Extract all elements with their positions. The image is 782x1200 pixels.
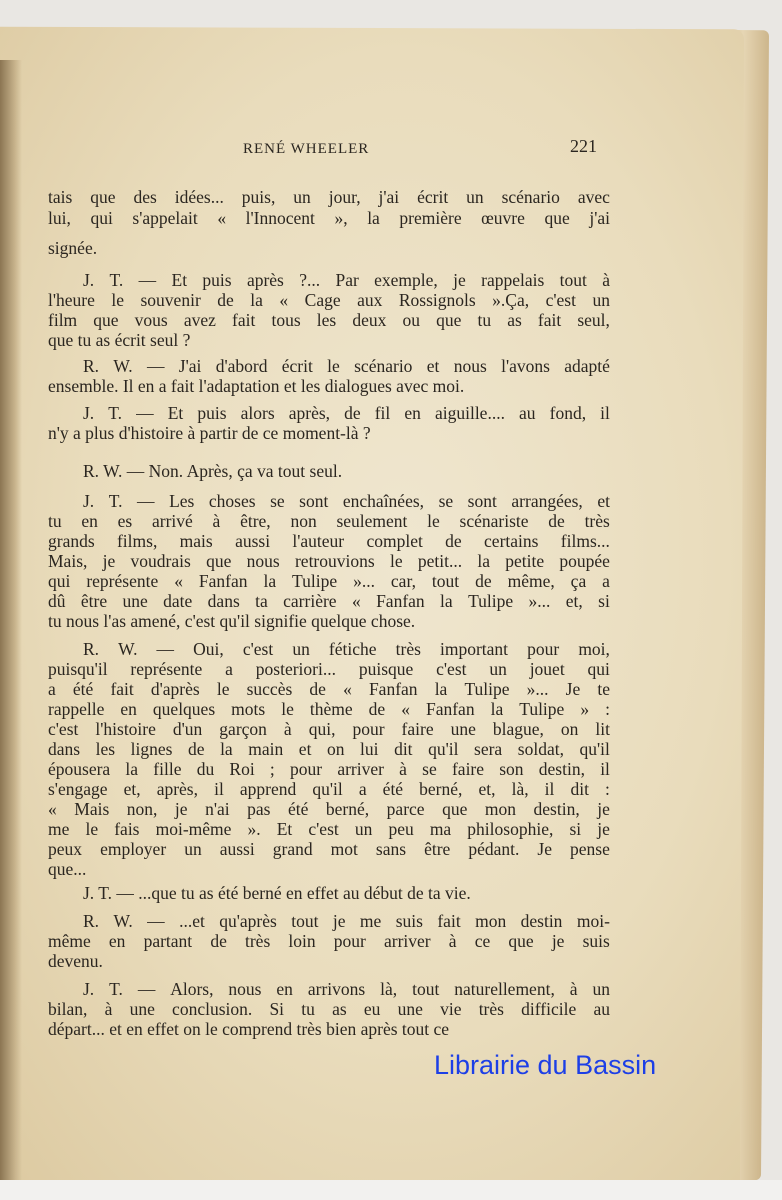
text-line: lui, qui s'appelait « l'Innocent », la première œuvre que j'ai [48, 208, 610, 228]
text-line: film que vous avez fait tous les deux ou que tu as fait seul, [48, 310, 610, 330]
paragraph-first-line: R. W. — ...et qu'après tout je me suis fait mon destin moi- [83, 911, 610, 931]
paragraph-first-line: J. T. — Et puis alors après, de fil en aiguille.... au fond, il [83, 403, 610, 423]
text-line: peux employer un aussi grand mot sans être pédant. Je pense [48, 839, 610, 859]
text-line: départ... et en effet on le comprend très bien après tout ce [48, 1019, 450, 1039]
text-line: rappelle en quelques mots le thème de « Fanfan la Tulipe » : [48, 699, 610, 719]
text-line: grands films, mais aussi l'auteur complet de certains films... [48, 531, 610, 551]
text-line: s'engage et, après, il apprend qu'il a été berné, et, là, il dit : [48, 779, 610, 799]
watermark: Librairie du Bassin [434, 1050, 657, 1080]
running-title: RENÉ WHEELER [243, 141, 370, 157]
text-line: l'heure le souvenir de la « Cage aux Rossignols ».Ça, c'est un [48, 290, 610, 310]
text-line: me le fais moi-même ». Et c'est un peu ma philosophie, si je [48, 819, 610, 839]
text-line: tu nous l'as amené, c'est qu'il signifie quelque chose. [48, 611, 416, 631]
paragraph-first-line: J. T. — Les choses se sont enchaînées, se sont arrangées, et [83, 491, 610, 511]
paragraph-first-line: R. W. — Oui, c'est un fétiche très important pour moi, [83, 639, 610, 659]
text-line: dans les lignes de la main et on lui dit qu'il sera soldat, qu'il [48, 739, 610, 759]
page-number: 221 [570, 136, 597, 156]
text-line: bilan, à une conclusion. Si tu as eu une vie très difficile au [48, 999, 610, 1019]
text-line: Mais, je voudrais que nous retrouvions le petit... la petite poupée [48, 551, 610, 571]
text-line: c'est l'histoire d'un garçon à qui, pour faire une blague, on lit [48, 719, 610, 739]
text-line: « Mais non, je n'ai pas été berné, parce que mon destin, je [48, 799, 610, 819]
text-line: signée. [48, 238, 98, 258]
paragraph-first-line: J. T. — Alors, nous en arrivons là, tout naturellement, à un [83, 979, 610, 999]
text-line: ensemble. Il en a fait l'adaptation et les dialogues avec moi. [48, 376, 465, 396]
text-line: même en partant de très loin pour arriver à ce que je suis [48, 931, 610, 951]
paragraph-first-line: tais que des idées... puis, un jour, j'ai écrit un scénario avec [48, 187, 610, 207]
paragraph-first-line: J. T. — ...que tu as été berné en effet au début de ta vie. [83, 883, 471, 903]
text-line: tu en es arrivé à être, non seulement le scénariste de très [48, 511, 610, 531]
paragraph-first-line: J. T. — Et puis après ?... Par exemple, je rappelais tout à [83, 270, 610, 290]
text-line: épousera la fille du Roi ; pour arriver à se faire son destin, il [48, 759, 610, 779]
text-line: que... [48, 859, 87, 879]
text-line: n'y a plus d'histoire à partir de ce moment-là ? [48, 423, 371, 443]
text-line: puisqu'il représente a posteriori... puisque c'est un jouet qui [48, 659, 610, 679]
text-line: que tu as écrit seul ? [48, 330, 191, 350]
paragraph-first-line: R. W. — Non. Après, ça va tout seul. [83, 461, 343, 481]
text-line: dû être une date dans ta carrière « Fanfan la Tulipe »... et, si [48, 591, 610, 611]
paragraph-first-line: R. W. — J'ai d'abord écrit le scénario et nous l'avons adapté [83, 356, 610, 376]
text-line: qui représente « Fanfan la Tulipe »... car, tout de même, ça a [48, 571, 610, 591]
text-line: devenu. [48, 951, 103, 971]
text-line: a été fait d'après le succès de « Fanfan la Tulipe »... Je te [48, 679, 610, 699]
